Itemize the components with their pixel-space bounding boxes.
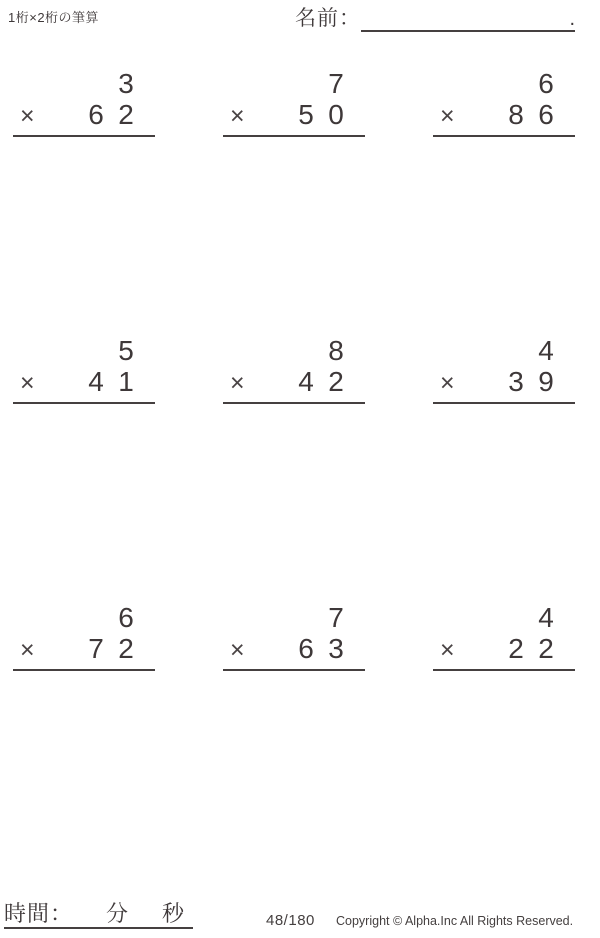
multiplier-tens-digit: 5 xyxy=(298,99,314,130)
answer-line xyxy=(13,402,155,404)
multiplier-ones-digit: 3 xyxy=(328,633,344,664)
multiply-sign: × xyxy=(230,369,245,397)
multiply-sign: × xyxy=(440,102,455,130)
multiplication-problem-2 xyxy=(223,68,365,137)
multiplication-problem-3 xyxy=(433,68,575,137)
multiplicand-digit: 4 xyxy=(538,602,554,633)
multiplication-problem-7 xyxy=(13,602,155,671)
multiplicand-digit: 5 xyxy=(118,335,134,366)
multiplier-ones-digit: 2 xyxy=(118,633,134,664)
answer-line xyxy=(223,402,365,404)
name-label: 名前： xyxy=(295,7,361,30)
answer-line xyxy=(13,669,155,671)
multiply-sign: × xyxy=(20,102,35,130)
copyright-notice: Copyright © Alpha.Inc All Rights Reserved. xyxy=(336,914,574,928)
name-field xyxy=(295,6,575,32)
answer-line xyxy=(433,669,575,671)
multiplication-problem-5 xyxy=(223,335,365,404)
multiplicand-digit: 7 xyxy=(328,602,344,633)
problems-grid xyxy=(13,68,575,671)
multiply-sign: × xyxy=(440,369,455,397)
multiplier-ones-digit: 2 xyxy=(328,366,344,397)
multiplier-tens-digit: 6 xyxy=(298,633,314,664)
multiplicand-digit: 7 xyxy=(328,68,344,99)
multiplication-problem-6 xyxy=(433,335,575,404)
time-field xyxy=(4,901,193,929)
answer-line xyxy=(223,135,365,137)
multiplier-tens-digit: 4 xyxy=(298,366,314,397)
multiplier-ones-digit: 2 xyxy=(538,633,554,664)
multiplier-ones-digit: 0 xyxy=(328,99,344,130)
multiplicand-digit: 3 xyxy=(118,68,134,99)
multiplier-tens-digit: 6 xyxy=(88,99,104,130)
answer-line xyxy=(223,669,365,671)
multiplier-tens-digit: 3 xyxy=(508,366,524,397)
multiplication-problem-8 xyxy=(223,602,365,671)
answer-line xyxy=(433,135,575,137)
multiplier-ones-digit: 9 xyxy=(538,366,554,397)
multiplicand-digit: 6 xyxy=(538,68,554,99)
multiplicand-digit: 6 xyxy=(118,602,134,633)
multiplicand-digit: 8 xyxy=(328,335,344,366)
answer-line xyxy=(13,135,155,137)
multiplication-problem-4 xyxy=(13,335,155,404)
multiplier-tens-digit: 8 xyxy=(508,99,524,130)
multiplication-problem-1 xyxy=(13,68,155,137)
minutes-label: 分 xyxy=(105,901,129,926)
page-indicator: 48/180 xyxy=(266,912,315,929)
multiplier-ones-digit: 6 xyxy=(538,99,554,130)
multiply-sign: × xyxy=(20,636,35,664)
multiplier-ones-digit: 2 xyxy=(118,99,134,130)
time-label: 時間： xyxy=(4,901,74,926)
multiply-sign: × xyxy=(20,369,35,397)
multiplicand-digit: 4 xyxy=(538,335,554,366)
multiply-sign: × xyxy=(230,636,245,664)
multiplication-problem-9 xyxy=(433,602,575,671)
answer-line xyxy=(433,402,575,404)
multiplier-tens-digit: 2 xyxy=(508,633,524,664)
seconds-label: 秒 xyxy=(161,901,185,926)
multiplier-tens-digit: 7 xyxy=(88,633,104,664)
multiplier-tens-digit: 4 xyxy=(88,366,104,397)
name-blank-line: . xyxy=(361,6,575,32)
multiply-sign: × xyxy=(440,636,455,664)
worksheet-title: 1桁×2桁の筆算 xyxy=(8,10,100,25)
multiply-sign: × xyxy=(230,102,245,130)
multiplier-ones-digit: 1 xyxy=(118,366,134,397)
